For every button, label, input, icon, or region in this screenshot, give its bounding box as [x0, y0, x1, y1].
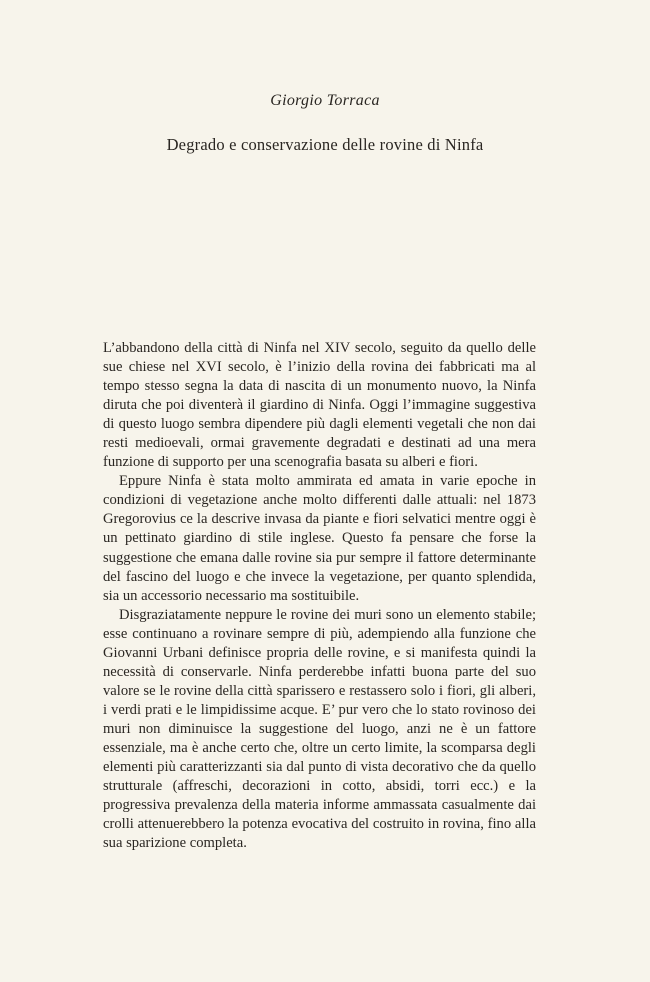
author-name: Giorgio Torraca [270, 92, 380, 109]
paragraph-1: L’abbandono della città di Ninfa nel XIV secolo, seguito da quello delle sue chiese nel XVI secolo, è l’inizio della rovina dei fabbricati ma al tempo stesso segna la data di nascita di un monumento nuovo, la Ninfa diruta che poi diventerà il giardino di Ninfa. Oggi l’immagine suggestiva di questo luogo sembra dipendere più dagli elementi vegetali che non dai resti medioevali, ormai gravemente degradati e destinati ad una mera funzione di supporto per una scenografia basata su alberi e fiori. [103, 340, 536, 471]
paragraph-2: Eppure Ninfa è stata molto ammirata ed amata in varie epoche in condizioni di vegetazione anche molto differenti dalle attuali: nel 1873 Gregorovius ce la descrive invasa da piante e fiori selvatici mentre oggi è un pettinato giardino di stile inglese. Questo fa pensare che forse la suggestione che emana dalle rovine sia pur sempre il fattore determinante del fascino del luogo e che invece la vegetazione, per quanto splendida, sia un accessorio necessario ma sostituibile. [103, 473, 536, 604]
article-body [103, 339, 536, 853]
article-title: Degrado e conservazione delle rovine di Ninfa [166, 135, 484, 154]
paragraph-3: Disgraziatamente neppure le rovine dei muri sono un elemento stabile; esse continuano a rovinare sempre di più, adempiendo alla funzione che Giovanni Urbani definisce propria delle rovine, e si manifesta quindi la necessità di conservarle. Ninfa perderebbe infatti buona parte del suo valore se le rovine della città sparissero e restassero solo i fiori, gli alberi, i verdi prati e le limpidissime acque. E’ pur vero che lo stato rovinoso dei muri non diminuisce la suggestione del luogo, anzi ne è un fattore essenziale, ma è anche certo che, oltre un certo limite, la scomparsa degli elementi più caratterizzanti sia dal punto di vista decorativo che da quello strutturale (affreschi, decorazioni in cotto, absidi, torri ecc.) e la progressiva prevalenza della materia informe ammassata casualmente dai crolli attenuerebbero la potenza evocativa del costruito in rovina, fino alla sua sparizione completa. [103, 606, 536, 852]
